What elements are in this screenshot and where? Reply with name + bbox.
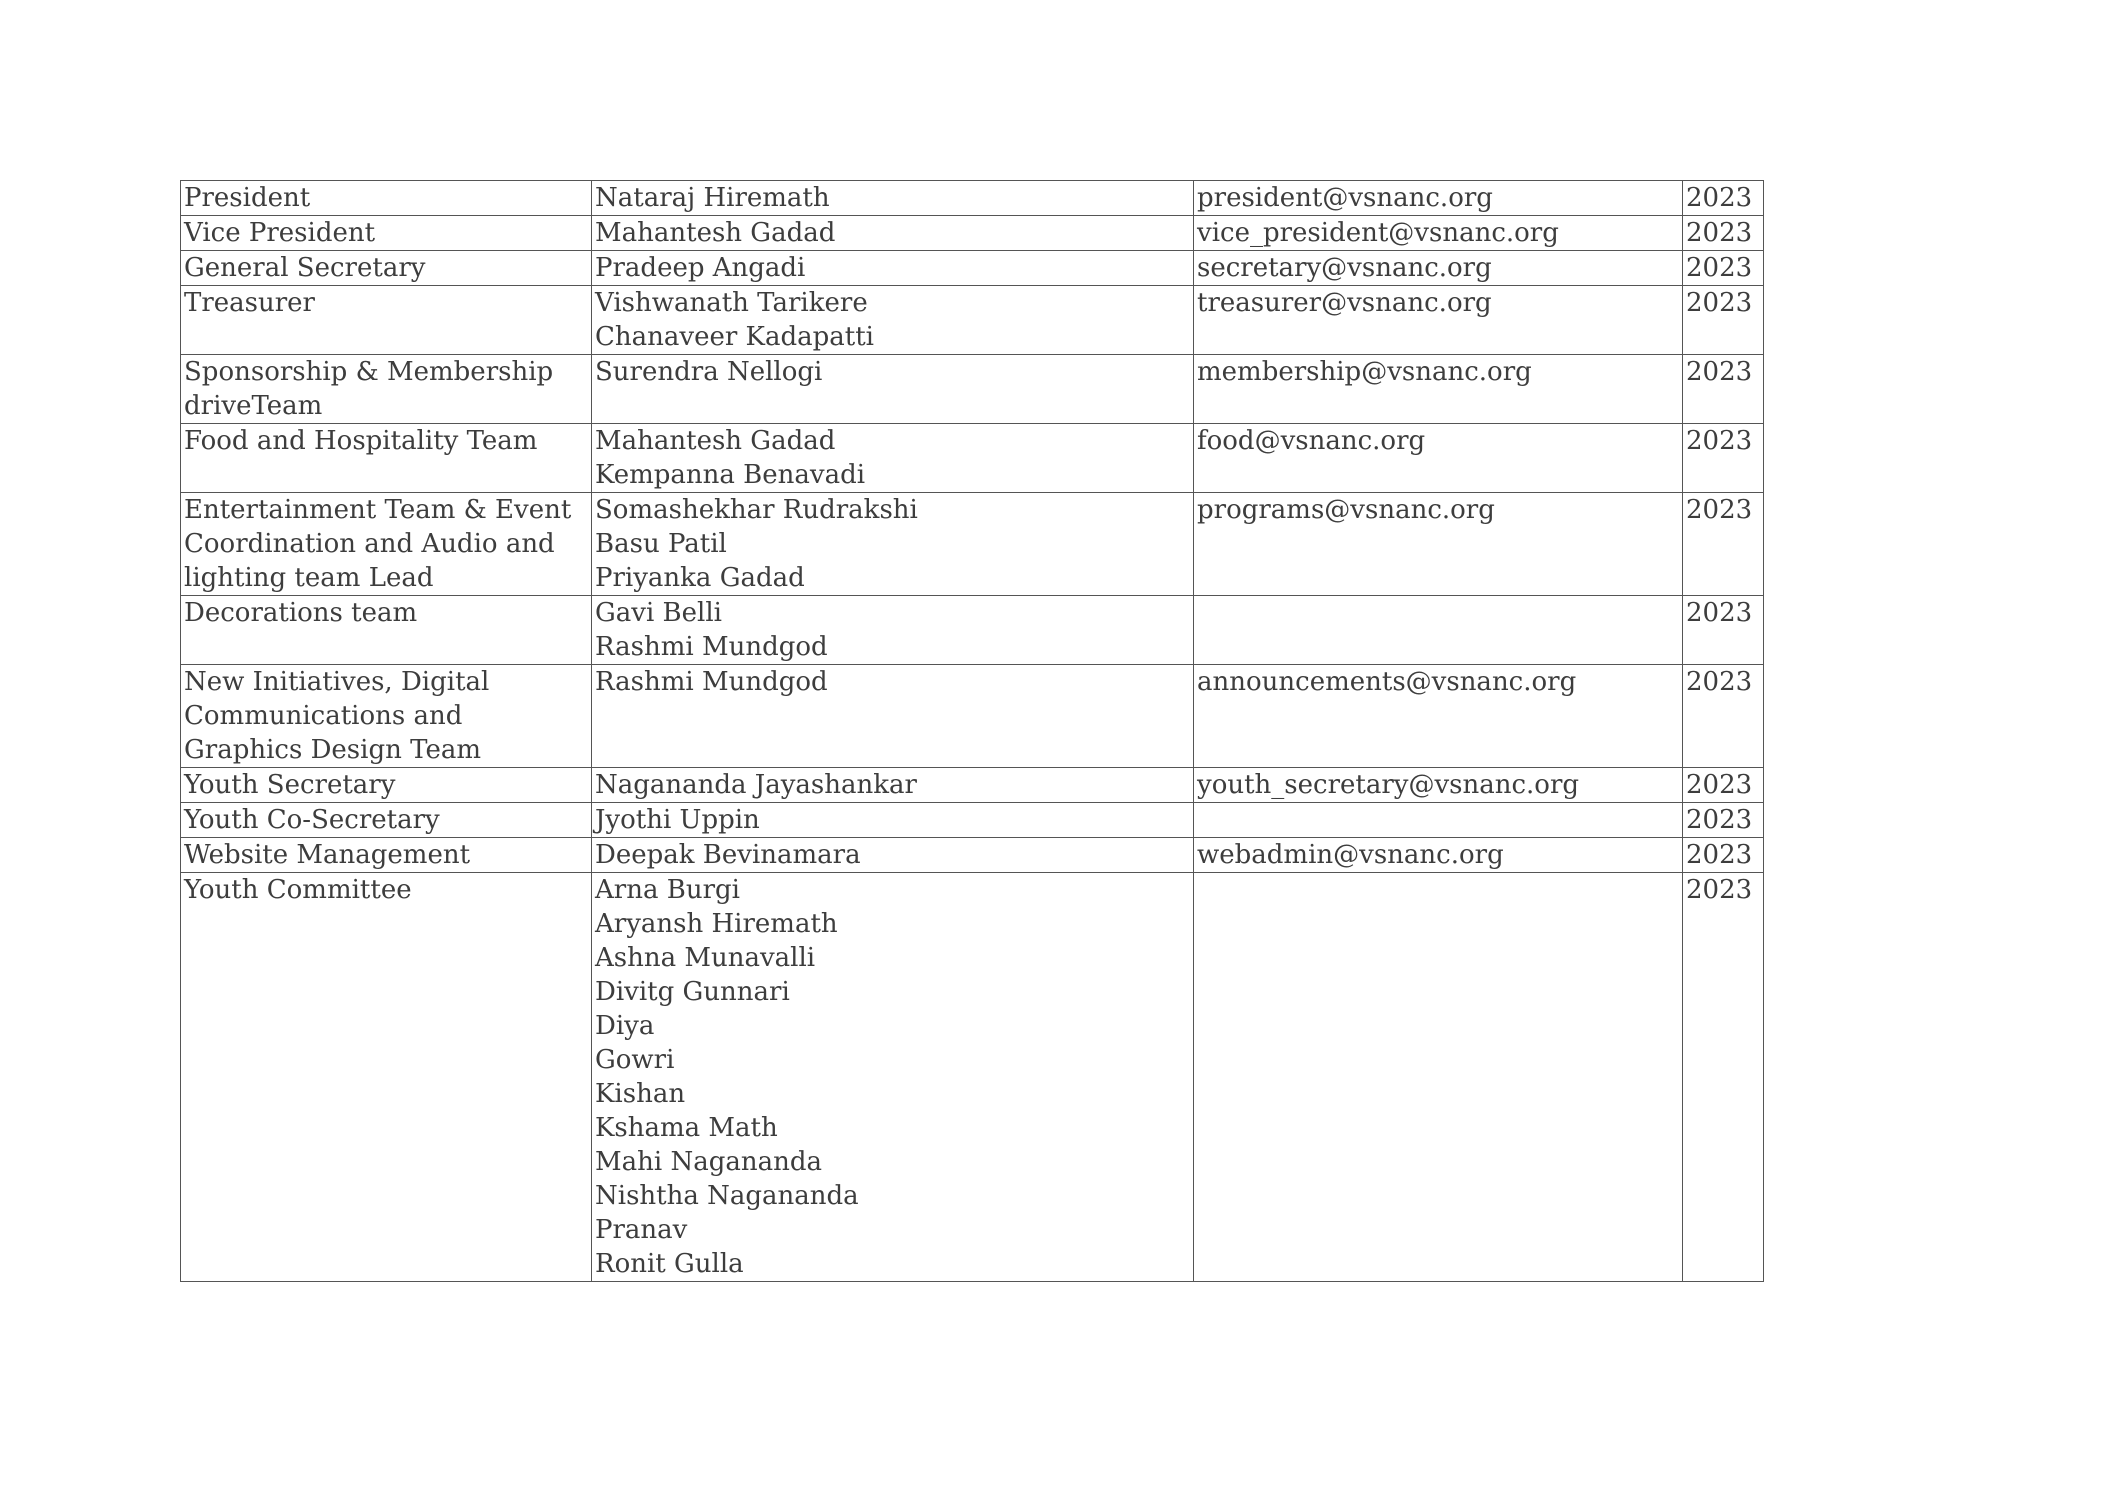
email-cell: president@vsnanc.org xyxy=(1194,181,1683,216)
role-cell: Youth Committee xyxy=(181,873,592,1282)
members-cell xyxy=(592,768,1194,803)
member-line: Mahantesh Gadad xyxy=(595,218,836,248)
table-row xyxy=(181,768,1764,803)
members-cell xyxy=(592,596,1194,665)
member-line: Ashna Munavalli xyxy=(595,943,816,973)
email-cell: vice_president@vsnanc.org xyxy=(1194,216,1683,251)
email-cell: membership@vsnanc.org xyxy=(1194,355,1683,424)
table-row xyxy=(181,493,1764,596)
member-line: Gavi Belli xyxy=(595,598,722,628)
members-cell xyxy=(592,838,1194,873)
role-cell: General Secretary xyxy=(181,251,592,286)
member-line: Deepak Bevinamara xyxy=(595,840,861,870)
email-cell: treasurer@vsnanc.org xyxy=(1194,286,1683,355)
member-line: Vishwanath Tarikere xyxy=(595,288,868,318)
member-line: Basu Patil xyxy=(595,529,727,559)
email-cell xyxy=(1194,803,1683,838)
role-cell: Sponsorship & Membership driveTeam xyxy=(181,355,592,424)
email-cell: youth_secretary@vsnanc.org xyxy=(1194,768,1683,803)
member-line: Arna Burgi xyxy=(595,875,740,905)
members-cell xyxy=(592,803,1194,838)
member-line: Rashmi Mundgod xyxy=(595,667,828,697)
member-line: Gowri xyxy=(595,1045,675,1075)
email-cell: announcements@vsnanc.org xyxy=(1194,665,1683,768)
members-cell xyxy=(592,181,1194,216)
table-row xyxy=(181,181,1764,216)
members-cell xyxy=(592,216,1194,251)
member-line: Mahi Nagananda xyxy=(595,1147,822,1177)
member-line: Surendra Nellogi xyxy=(595,357,823,387)
member-line: Ronit Gulla xyxy=(595,1249,744,1279)
table-row xyxy=(181,251,1764,286)
committee-roster-table xyxy=(180,180,1764,1282)
role-cell: Entertainment Team & Event Coordination and Audio and lighting team Lead xyxy=(181,493,592,596)
email-cell: webadmin@vsnanc.org xyxy=(1194,838,1683,873)
role-cell: Vice President xyxy=(181,216,592,251)
role-cell: New Initiatives, Digital Communications and Graphics Design Team xyxy=(181,665,592,768)
table-row xyxy=(181,838,1764,873)
year-cell: 2023 xyxy=(1683,286,1764,355)
role-cell: President xyxy=(181,181,592,216)
members-cell xyxy=(592,493,1194,596)
year-cell: 2023 xyxy=(1683,216,1764,251)
member-line: Jyothi Uppin xyxy=(595,805,760,835)
member-line: Kempanna Benavadi xyxy=(595,460,866,490)
year-cell: 2023 xyxy=(1683,768,1764,803)
member-line: Nagananda Jayashankar xyxy=(595,770,917,800)
role-cell: Treasurer xyxy=(181,286,592,355)
table-row xyxy=(181,873,1764,1282)
table-row xyxy=(181,216,1764,251)
member-line: Pradeep Angadi xyxy=(595,253,806,283)
table-row xyxy=(181,286,1764,355)
year-cell: 2023 xyxy=(1683,596,1764,665)
member-line: Nishtha Nagananda xyxy=(595,1181,859,1211)
member-line: Pranav xyxy=(595,1215,688,1245)
year-cell: 2023 xyxy=(1683,181,1764,216)
members-cell xyxy=(592,665,1194,768)
table-row xyxy=(181,665,1764,768)
table-row xyxy=(181,596,1764,665)
member-line: Kishan xyxy=(595,1079,686,1109)
table-row xyxy=(181,424,1764,493)
member-line: Rashmi Mundgod xyxy=(595,632,828,662)
year-cell: 2023 xyxy=(1683,493,1764,596)
year-cell: 2023 xyxy=(1683,424,1764,493)
table-row xyxy=(181,803,1764,838)
role-cell: Website Management xyxy=(181,838,592,873)
member-line: Priyanka Gadad xyxy=(595,563,805,593)
email-cell: secretary@vsnanc.org xyxy=(1194,251,1683,286)
year-cell: 2023 xyxy=(1683,251,1764,286)
year-cell: 2023 xyxy=(1683,873,1764,1282)
year-cell: 2023 xyxy=(1683,803,1764,838)
year-cell: 2023 xyxy=(1683,665,1764,768)
role-cell: Youth Secretary xyxy=(181,768,592,803)
members-cell xyxy=(592,355,1194,424)
email-cell: programs@vsnanc.org xyxy=(1194,493,1683,596)
member-line: Somashekhar Rudrakshi xyxy=(595,495,918,525)
member-line: Aryansh Hiremath xyxy=(595,909,838,939)
email-cell: food@vsnanc.org xyxy=(1194,424,1683,493)
members-cell xyxy=(592,424,1194,493)
year-cell: 2023 xyxy=(1683,355,1764,424)
member-line: Mahantesh Gadad xyxy=(595,426,836,456)
committee-roster-body xyxy=(181,181,1764,1282)
member-line: Divitg Gunnari xyxy=(595,977,790,1007)
members-cell xyxy=(592,286,1194,355)
email-cell xyxy=(1194,596,1683,665)
table-row xyxy=(181,355,1764,424)
role-cell: Youth Co-Secretary xyxy=(181,803,592,838)
member-line: Diya xyxy=(595,1011,655,1041)
members-cell xyxy=(592,873,1194,1282)
year-cell: 2023 xyxy=(1683,838,1764,873)
member-line: Kshama Math xyxy=(595,1113,778,1143)
email-cell xyxy=(1194,873,1683,1282)
role-cell: Decorations team xyxy=(181,596,592,665)
member-line: Chanaveer Kadapatti xyxy=(595,322,874,352)
role-cell: Food and Hospitality Team xyxy=(181,424,592,493)
member-line: Nataraj Hiremath xyxy=(595,183,830,213)
members-cell xyxy=(592,251,1194,286)
